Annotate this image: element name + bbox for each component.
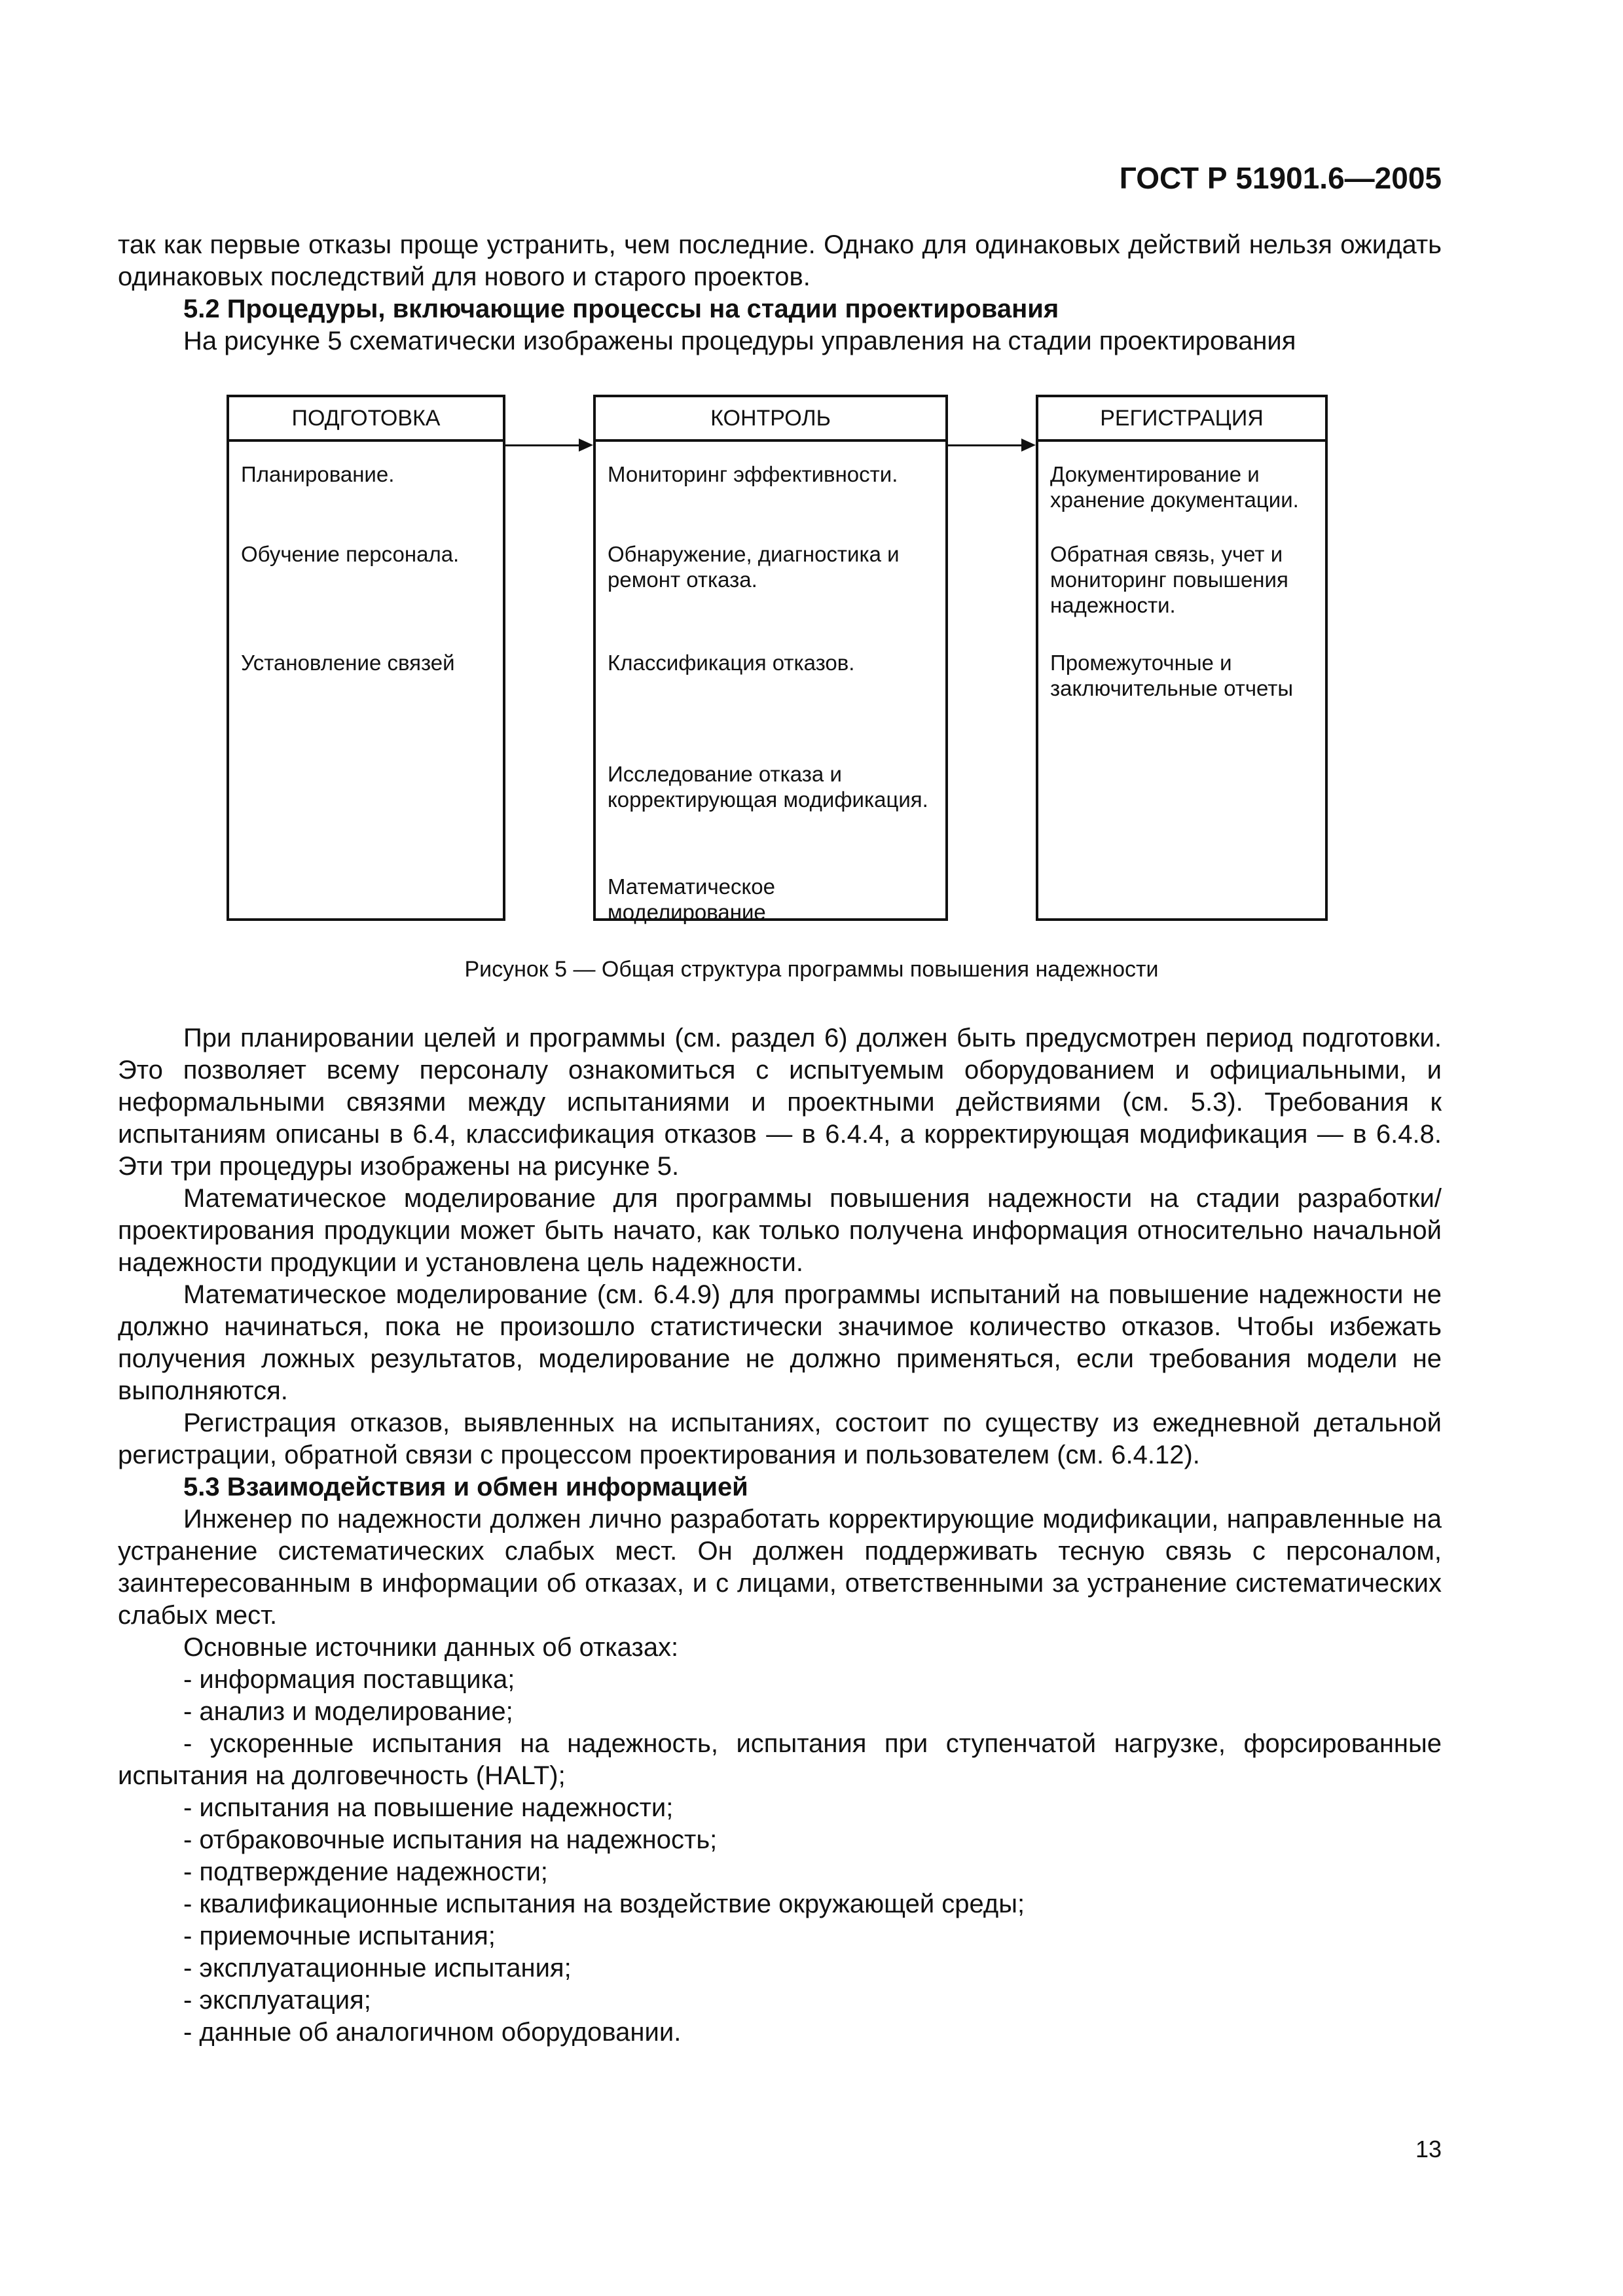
body-block (118, 1022, 1442, 2049)
paragraph: Математическое моделирование (см. 6.4.9) для программы испытаний на повышение надежности не должно начинаться, пока не произошло статистически значимое количество отказов. Чтобы избежать получения ложных результатов, моделирование не должно применяться, если требования модели не выполняются. (118, 1280, 1442, 1405)
box-item: Документирование и хранение документации. (1050, 462, 1299, 512)
list-item: - эксплуатация; (183, 1986, 371, 2015)
list-item: - данные об аналогичном оборудовании. (183, 2018, 682, 2047)
list-item: - ускоренные испытания на надежность, испытания при ступенчатой нагрузке, форсированные испытания на долговечность (HALT); (118, 1729, 1442, 1790)
box-item: Классификация отказов. (608, 651, 855, 675)
figure-caption: Рисунок 5 — Общая структура программы повышения надежности (464, 957, 1159, 982)
box-item: Математическое моделирование (608, 874, 776, 924)
box-title: КОНТРОЛЬ (596, 397, 945, 442)
paragraph: Инженер по надежности должен лично разработать корректирующие модификации, направленные на устранение систематических слабых мест. Он должен поддерживать тесную связь с персоналом, заинтересованным в информации об отказах, и с лицами, ответственными за устранение систематических слабых мест. (118, 1505, 1442, 1630)
paragraph-continuation: так как первые отказы проще устранить, чем последние. Однако для одинаковых действий нельзя ожидать одинаковых последствий для нового и старого проектов. (118, 230, 1442, 291)
list-item: - испытания на повышение надежности; (183, 1793, 674, 1822)
list-item: - приемочные испытания; (183, 1922, 496, 1950)
section-heading-5-2: 5.2 Процедуры, включающие процессы на стадии проектирования (183, 295, 1059, 323)
box-control (593, 395, 948, 924)
paragraph: При планировании целей и программы (см. раздел 6) должен быть предусмотрен период подготовки. Это позволяет всему персоналу ознакомиться с испытуемым оборудованием и официальными, и неформальными связями между испытаниями и проектными действиями (см. 5.3). Требования к испытаниям описаны в 6.4, классификация отказов — в 6.4.4, а корректирующая модификация — в 6.4.8. Эти три процедуры изображены на рисунке 5. (118, 1024, 1442, 1181)
box-title: ПОДГОТОВКА (229, 397, 503, 442)
box-item: Промежуточные и заключительные отчеты (1050, 651, 1294, 700)
box-registration (1036, 395, 1328, 921)
paragraph-sources-intro: Основные источники данных об отказах: (183, 1633, 679, 1662)
arrow-line (948, 444, 1025, 446)
list-item: - подтверждение надежности; (183, 1857, 548, 1886)
section-heading-5-3: 5.3 Взаимодействия и обмен информацией (183, 1473, 748, 1501)
list-item: - анализ и моделирование; (183, 1697, 513, 1726)
box-item: Обучение персонала. (241, 542, 460, 566)
box-item: Обнаружение, диагностика и ремонт отказа. (608, 542, 900, 592)
box-item: Планирование. (241, 462, 395, 486)
paragraph: Математическое моделирование для программы повышения надежности на стадии разработки/проектирования продукции может быть начато, как только получена информация относительно начальной надежности продукции и установлена цель надежности. (118, 1184, 1442, 1277)
box-title: РЕГИСТРАЦИЯ (1038, 397, 1325, 442)
page-number: 13 (1415, 2136, 1442, 2162)
arrow-line (505, 444, 583, 446)
box-item: Установление связей (241, 651, 455, 675)
box-item: Обратная связь, учет и мониторинг повышения надежности. (1050, 542, 1288, 617)
arrow-right-icon (579, 439, 593, 452)
box-preparation (227, 395, 505, 921)
intro-block (118, 229, 1442, 357)
list-item: - квалификационные испытания на воздействие окружающей среды; (183, 1890, 1025, 1918)
paragraph-figure-intro: На рисунке 5 схематически изображены процедуры управления на стадии проектирования (183, 327, 1296, 355)
box-item: Мониторинг эффективности. (608, 462, 898, 486)
box-item: Исследование отказа и корректирующая модификация. (608, 762, 928, 812)
list-item: - эксплуатационные испытания; (183, 1954, 572, 1982)
list-item: - информация поставщика; (183, 1665, 515, 1694)
failure-data-sources-list (118, 1664, 1442, 2049)
figure-5-diagram (227, 395, 1328, 925)
arrow-right-icon (1021, 439, 1036, 452)
standard-designation: ГОСТ Р 51901.6—2005 (1119, 161, 1442, 195)
list-item: - отбраковочные испытания на надежность; (183, 1825, 718, 1854)
paragraph: Регистрация отказов, выявленных на испытаниях, состоит по существу из ежедневной детальной регистрации, обратной связи с процессом проектирования и пользователем (см. 6.4.12). (118, 1408, 1442, 1469)
